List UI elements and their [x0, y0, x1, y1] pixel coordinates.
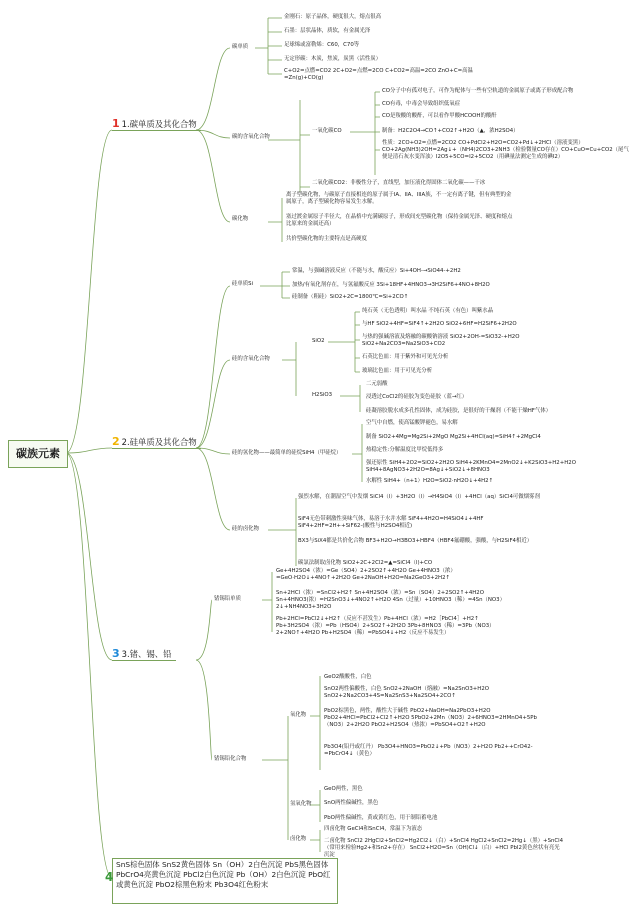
node-carbochlorination: 碳氯法制取卤化物 SiO2+2C+2Cl2=▲=SiCl4（l)+CO — [298, 560, 433, 566]
node-silicon-hydride: 硅的氢化物——最简单的硅烷SiH4（甲硅烷） — [232, 450, 342, 456]
node-silicon-oxides: 硅的含氧化合物 — [232, 356, 270, 362]
topic-label: SnS棕色固体 SnS2黄色固体 Sn（OH）2白色沉淀 PbS黑色固体 PbCrO4亮黄色沉淀 PbCl2白色沉淀 Pb（OH）2白色沉淀 PbO红或黄色沉淀 PbO2棕黑色粉末 Pb3O4红色粉末 — [116, 860, 331, 889]
node-sio2-base: 与热的强碱溶液及熔融的碳酸钠溶液 SiO2+2OH-=SiO32-+H2O SiO2+Na2CO3=Na2SiO3+CO2 — [362, 334, 520, 348]
node-sno: SnO两性偏碱性，黑色 — [324, 800, 379, 806]
node-co2: 二氧化碳CO2：非极性分子，直线型，加压液化得固体二氧化碳——干冰 — [312, 180, 486, 186]
node-amorphous-carbon: 无定形碳：木炭，焦炭，炭黑（活性炭） — [284, 56, 382, 62]
node-glass-cuvette: 玻璃比色皿：用于可见光分析 — [362, 368, 433, 374]
node-pbo2: PbO2棕黑色，两性，酸性大于碱性 PbO2+NaOH=Na2PbO3+H2O PbO2+4HCl=PbCl2+Cl2↑+H2O 5PbO2+2Mn（NO3）2+6HNO3=2HMnO4+5Pb（NO3）2+2H2O PbO2+H2SO4（热浓）=PbSO4+O2↑+H2O — [324, 708, 537, 729]
topic-number: 3 — [112, 647, 120, 660]
node-interstitial-carbides: 塞过渡金属原子半径大，在晶格中充满碳原子，形成间充型碳化物（保持金属光泽、硬度和熔点比原来的金属还高） — [286, 214, 513, 228]
node-gesnpb-oxides: 氧化物 — [290, 712, 307, 718]
node-covalent-carbides: 共价型碳化物的主要特点是高硬度 — [286, 236, 367, 242]
node-graphite: 石墨：层状晶体，质软，有金属光泽 — [284, 28, 371, 34]
node-silicon-halides: 硅的卤化物 — [232, 526, 259, 532]
node-dihalides: 二卤化物 SnCl2 2HgCl2+SnCl2=Hg2Cl2↓（白）+SnCl4 HgCl2+SnCl2=2Hg↓（黑）+SnCl4（常用来检验Hg2+和Sn2+存在） SnCl2+H2O=Sn（OH)Cl↓（白）+HCl PbI2黄色丝状有亮光沉淀 — [324, 838, 564, 859]
node-sih4-hydrolysis: 水解性 SiH4+（n+1）H2O=SiO2·nH2O↓+4H2↑ — [366, 478, 494, 484]
node-sih4-stability: 热稳定性:分解温度比甲烷低得多 — [366, 447, 444, 453]
node-silicon-simple: 硅单质Si — [232, 281, 254, 287]
topic-silicon[interactable] — [112, 436, 201, 449]
topic-number: 1 — [112, 117, 120, 130]
node-pbo: PbO两性偏碱性，黄或黄红色，用于制铅蓄电池 — [324, 815, 438, 821]
node-co-toxic: CO有毒，中毒会导致组织低氧症 — [382, 101, 461, 107]
node-si-prep: 硅制备（粗硅）SiO2+2C=1800℃=Si+2CO↑ — [292, 294, 409, 300]
topic-label: 2.硅单质及其化合物 — [121, 437, 197, 447]
node-co-properties: 性质：2CO+O2=点燃=2CO2 CO+PdCl2+H2O=CO2+Pd↓+2HCl（溶液变黑）CO+2Ag(NH3)2OH=2Ag↓+（NH4)2CO3+2NH3（检验微量CO存在）CO+CuO=Cu+CO2（尾气便是清石灰水变浑浊）I2O5+5CO=I2+5CO2（用碘量法测定生成的碘I2） — [382, 140, 629, 161]
node-ionic-carbides: 离子型碳化物，与碳原子直接相连的原子属于IA、IIA、IIIA族，不一定有离子键，但有典型的金属原子，离子型碳化物容易发生水解。 — [286, 192, 512, 206]
node-quartz: 纯石英（无色透明）叫水晶 不纯石英（有色）叫紫水晶 — [362, 308, 494, 314]
node-pb-reactions: Pb+2HCl=PbCl2↓+H2↑（反应不甚发生）Pb+4HCl（浓）=H2［PbCl4］+H2↑ Pb+3H2SO4（浓）=Pb（HSO4）2+SO2↑+2H2O 3Pb+8HNO3（稀）=3Pb（NO3）2+2NO↑+4H2O Pb+H2SO4（稀）=PbSO4↓+H2（反应不易发生） — [276, 616, 495, 637]
topic-carbon[interactable] — [112, 118, 201, 131]
node-si-base: 常温，与强碱溶液反应（不能与水，酸反应）Si+4OH-→SiO44-+2H2 — [292, 268, 461, 274]
node-sih4-prep: 制备 SiO2+4Mg=Mg2Si+2MgO Mg2Si+4HCl(aq)=SiH4↑+2MgCl4 — [366, 434, 541, 440]
node-h2sio3: H2SiO3 — [312, 392, 333, 398]
node-bx3-six4: BX3与SiX4都是共价化合物 BF3+H2O→H3BO3+HBF4（HBF4氟硼酸，强酸，与H2SiF4相近） — [298, 538, 533, 544]
node-gesnpb-hydroxides: 氢氧化物 — [290, 801, 312, 807]
node-co-anhydride: CO是羧酸的酸酐，可以看作甲酸HCOOH的酸酐 — [382, 113, 497, 119]
node-co-ligand: CO分子中有孤对电子，可作为配体与一些有空轨道的金属原子或离子形成配合物 — [382, 88, 574, 94]
node-pb3o4: Pb3O4(铅丹或红丹） Pb3O4+HNO3=PbO2↓+Pb（NO3）2+H2O Pb2++CrO42-=PbCrO4↓（黄色） — [324, 744, 533, 758]
topic-number: 2 — [112, 435, 120, 448]
node-geo2: GeO2酸酸性，白色 — [324, 674, 372, 680]
node-carbon-reactions: C+O2=点燃=CO2 2C+O2=点燃=2CO C+CO2=高温=2CO ZnO+C=高温=Zn(g)+CO(g) — [284, 68, 473, 82]
node-carbon-oxides: 碳的含氧化合物 — [232, 134, 270, 140]
node-sih4-combustion: 空气中自燃，使高锰酸钾褪色，易水解 — [366, 420, 458, 426]
root-node-title: 碳族元素 — [8, 440, 68, 468]
node-co-prep: 制备：H2C2O4→CO↑+CO2↑+H2O（▲，浓H2SO4） — [382, 128, 519, 134]
topic-ge-sn-pb[interactable] — [112, 648, 176, 661]
node-sih4-reducing: 强还原性 SiH4+2O2=SiO2+2H2O SiH4+2KMnO4=2MnO2↓+K2SiO3+H2+H2O SiH4+8AgNO3+2H2O=8Ag↓+SiO2↓+8HNO3 — [366, 460, 576, 474]
node-sio2: SiO2 — [312, 338, 325, 344]
topic-number: 4 — [105, 870, 114, 884]
node-sif4: SiF4无色带刺激性臭味气体，易溶于水并水解 SiF4+4H2O=H4SiO4↓+4HF SiF4+2HF=2H++SiF62-(酸性与H2SO4相近) — [298, 516, 484, 530]
node-gesnpb-compounds: 锗锡铅化合物 — [214, 756, 247, 762]
node-carbides: 碳化物 — [232, 216, 249, 222]
node-sno2: SnO2两性偏酸性，白色 SnO2+2NaOH（熔融）=Na2SnO3+H2O SnO2+2Na2CO3+4S=Na2SnS3+Na2SO4+2CO↑ — [324, 686, 490, 700]
node-co: 一氧化碳CO — [312, 128, 342, 134]
topic-label: 1.碳单质及其化合物 — [121, 119, 197, 129]
node-silica-gel: 硅凝溶胶脱水成多孔性固体，成为硅胶，是很好的干燥剂（不能干燥HF气体） — [366, 408, 552, 414]
node-ge-reactions: Ge+4H2SO4（浓）=Ge（SO4）2+2SO2↑+4H2O Ge+4HNO3（浓）=GeO·H2O↓+4NO↑+2H2O Ge+2NaOH+H2O=Na2GeO3+2H2↑ — [276, 568, 456, 582]
topic-label: 3.锗、锡、铅 — [121, 649, 172, 659]
node-quartz-cuvette: 石英比色皿：用于紫外和可见光分析 — [362, 354, 449, 360]
node-carbon-simple: 碳单质 — [232, 44, 249, 50]
node-gesnpb-simple: 锗锡铅单质 — [214, 596, 241, 602]
node-gesnpb-halides: 卤化物 — [290, 836, 307, 842]
node-tetrahalides: 四卤化物 GeCl4和SnCl4，常温下为液态 — [324, 826, 423, 832]
node-diamond: 金刚石：原子晶体，硬度很大，熔点很高 — [284, 14, 382, 20]
node-fullerene: 足球烯或富勒烯：C60，C70等 — [284, 42, 360, 48]
node-color-silica-gel: 浸透过CoCl2的硅胶为变色硅胶（蓝→红） — [366, 394, 468, 400]
node-sio2-hf: 与HF SiO2+4HF=SiF4↑+2H2O SiO2+6HF=H2SiF6+2H2O — [362, 321, 517, 327]
node-si-hf: 加热/有氧化剂存在，与氢氟酸反应 3Si+18HF+4HNO3→3H2SiF6+4NO+8H2O — [292, 282, 490, 288]
node-diprotic-acid: 二元弱酸 — [366, 381, 388, 387]
topic-compound-colors[interactable] — [105, 858, 338, 904]
node-geo: GeO两性，黑色 — [324, 786, 363, 792]
node-sicl4: 强烈水解，在潮湿空气中发烟 SiCl4（l）+3H2O（l）→H4SiO4（l）+4HCl（aq）SiCl4可做烟雾剂 — [298, 494, 540, 500]
node-sn-reactions: Sn+2HCl（浓）=SnCl2+H2↑ Sn+4H2SO4（浓）=Sn（SO4）2+2SO2↑+4H2O Sn+4HNO3(浓）=H2SnO3↓+4NO2↑+H2O 4Sn（过量）+10HNO3（稀）=4Sn（NO3）2↓+NH4NO3+3H2O — [276, 590, 505, 611]
